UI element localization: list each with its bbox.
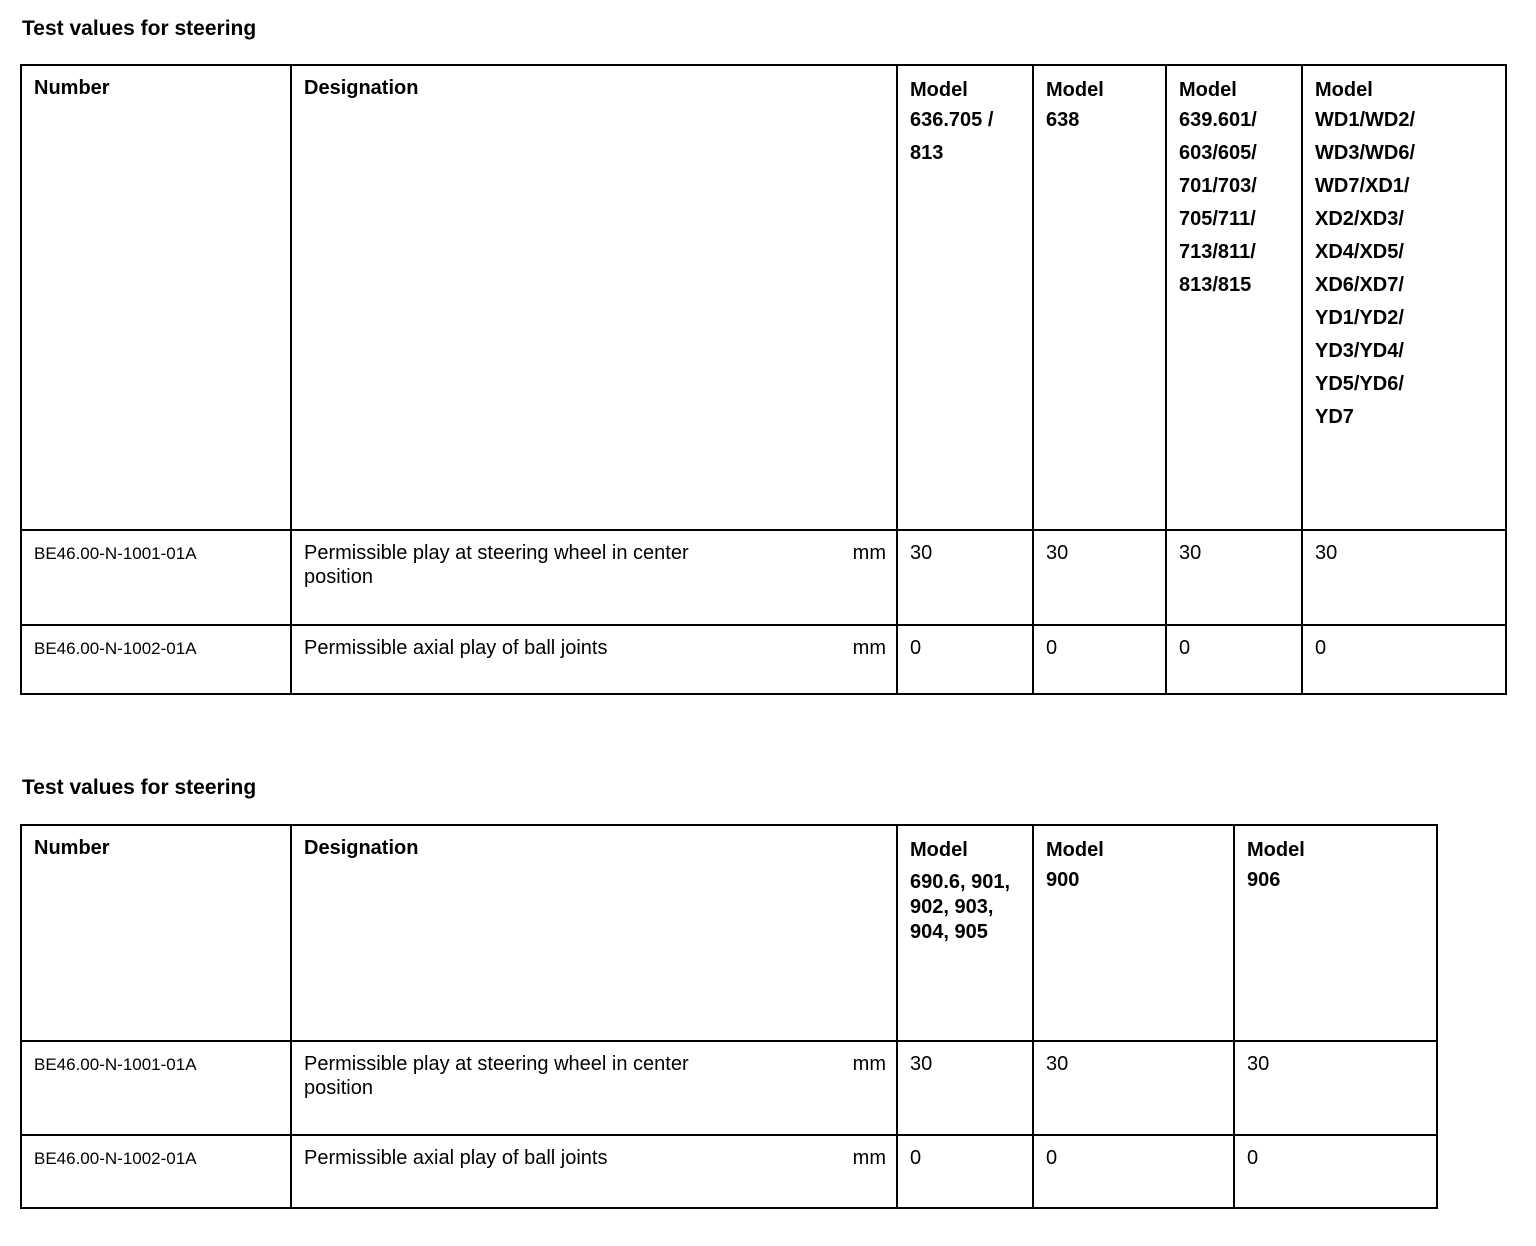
header-row xyxy=(21,65,1506,530)
model-value: XD6/XD7/ xyxy=(1315,274,1404,296)
unit-label: mm xyxy=(852,542,886,564)
model-value: YD1/YD2/ xyxy=(1315,307,1404,329)
column-header-model xyxy=(1033,825,1234,1041)
model-value: 636.705 / xyxy=(910,109,994,131)
model-value: 603/605/ xyxy=(1179,142,1257,164)
model-label: Model xyxy=(910,839,968,861)
model-value: YD5/YD6/ xyxy=(1315,373,1404,395)
model-value: 904, 905 xyxy=(910,921,988,943)
designation-text: Permissible play at steering wheel in center position xyxy=(304,542,689,588)
model-value: XD2/XD3/ xyxy=(1315,208,1404,230)
model-value: 690.6, 901, xyxy=(910,871,1011,893)
test-values-table-2 xyxy=(20,824,1438,1209)
row-number: BE46.00-N-1002-01A xyxy=(21,1135,291,1208)
model-value: WD7/XD1/ xyxy=(1315,175,1410,197)
model-value: YD7 xyxy=(1315,406,1354,428)
model-label: Model xyxy=(1046,79,1104,101)
column-header-model xyxy=(897,65,1033,530)
column-header-number: Number xyxy=(21,65,291,530)
unit-label: mm xyxy=(852,637,886,659)
test-values-table-1 xyxy=(20,64,1507,695)
designation-text: Permissible play at steering wheel in center position xyxy=(304,1053,689,1099)
row-value: 30 xyxy=(1033,530,1166,625)
row-value: 0 xyxy=(1033,625,1166,694)
section-title: Test values for steering xyxy=(22,17,257,40)
model-value: YD3/YD4/ xyxy=(1315,340,1404,362)
column-header-model xyxy=(897,825,1033,1041)
model-value: 701/703/ xyxy=(1179,175,1257,197)
model-value: 813 xyxy=(910,142,944,164)
designation-text: Permissible axial play of ball joints xyxy=(304,1147,608,1169)
unit-label: mm xyxy=(852,1147,886,1169)
row-designation xyxy=(291,1041,897,1135)
column-header-designation: Designation xyxy=(291,65,897,530)
row-value: 0 xyxy=(1302,625,1506,694)
column-header-model xyxy=(1166,65,1302,530)
column-header-model xyxy=(1302,65,1506,530)
model-value: WD1/WD2/ xyxy=(1315,109,1415,131)
row-value: 0 xyxy=(897,1135,1033,1208)
row-designation xyxy=(291,530,897,625)
row-value: 30 xyxy=(1234,1041,1437,1135)
model-label: Model xyxy=(1179,79,1237,101)
row-value: 0 xyxy=(897,625,1033,694)
unit-label: mm xyxy=(852,1053,886,1075)
model-value: 900 xyxy=(1046,869,1080,891)
model-label: Model xyxy=(910,79,968,101)
model-value: 713/811/ xyxy=(1179,241,1256,263)
model-label: Model xyxy=(1046,839,1104,861)
row-number: BE46.00-N-1001-01A xyxy=(21,1041,291,1135)
model-value: 638 xyxy=(1046,109,1080,131)
table-row xyxy=(21,1041,1437,1135)
model-value: 902, 903, xyxy=(910,896,994,918)
row-value: 0 xyxy=(1033,1135,1234,1208)
row-value: 0 xyxy=(1234,1135,1437,1208)
row-number: BE46.00-N-1002-01A xyxy=(21,625,291,694)
table-row xyxy=(21,1135,1437,1208)
model-label: Model xyxy=(1247,839,1305,861)
model-value: WD3/WD6/ xyxy=(1315,142,1415,164)
row-designation xyxy=(291,1135,897,1208)
row-value: 30 xyxy=(897,1041,1033,1135)
column-header-number: Number xyxy=(21,825,291,1041)
model-value: XD4/XD5/ xyxy=(1315,241,1404,263)
row-value: 30 xyxy=(1166,530,1302,625)
row-value: 0 xyxy=(1166,625,1302,694)
column-header-designation: Designation xyxy=(291,825,897,1041)
model-value: 813/815 xyxy=(1179,274,1252,296)
row-number: BE46.00-N-1001-01A xyxy=(21,530,291,625)
section-title: Test values for steering xyxy=(22,776,257,799)
table-row xyxy=(21,530,1506,625)
row-value: 30 xyxy=(1302,530,1506,625)
model-value: 906 xyxy=(1247,869,1281,891)
header-row xyxy=(21,825,1437,1041)
designation-text: Permissible axial play of ball joints xyxy=(304,637,608,659)
column-header-model xyxy=(1033,65,1166,530)
column-header-model xyxy=(1234,825,1437,1041)
model-label: Model xyxy=(1315,79,1373,101)
row-value: 30 xyxy=(897,530,1033,625)
row-designation xyxy=(291,625,897,694)
model-value: 639.601/ xyxy=(1179,109,1257,131)
row-value: 30 xyxy=(1033,1041,1234,1135)
model-value: 705/711/ xyxy=(1179,208,1256,230)
table-row xyxy=(21,625,1506,694)
